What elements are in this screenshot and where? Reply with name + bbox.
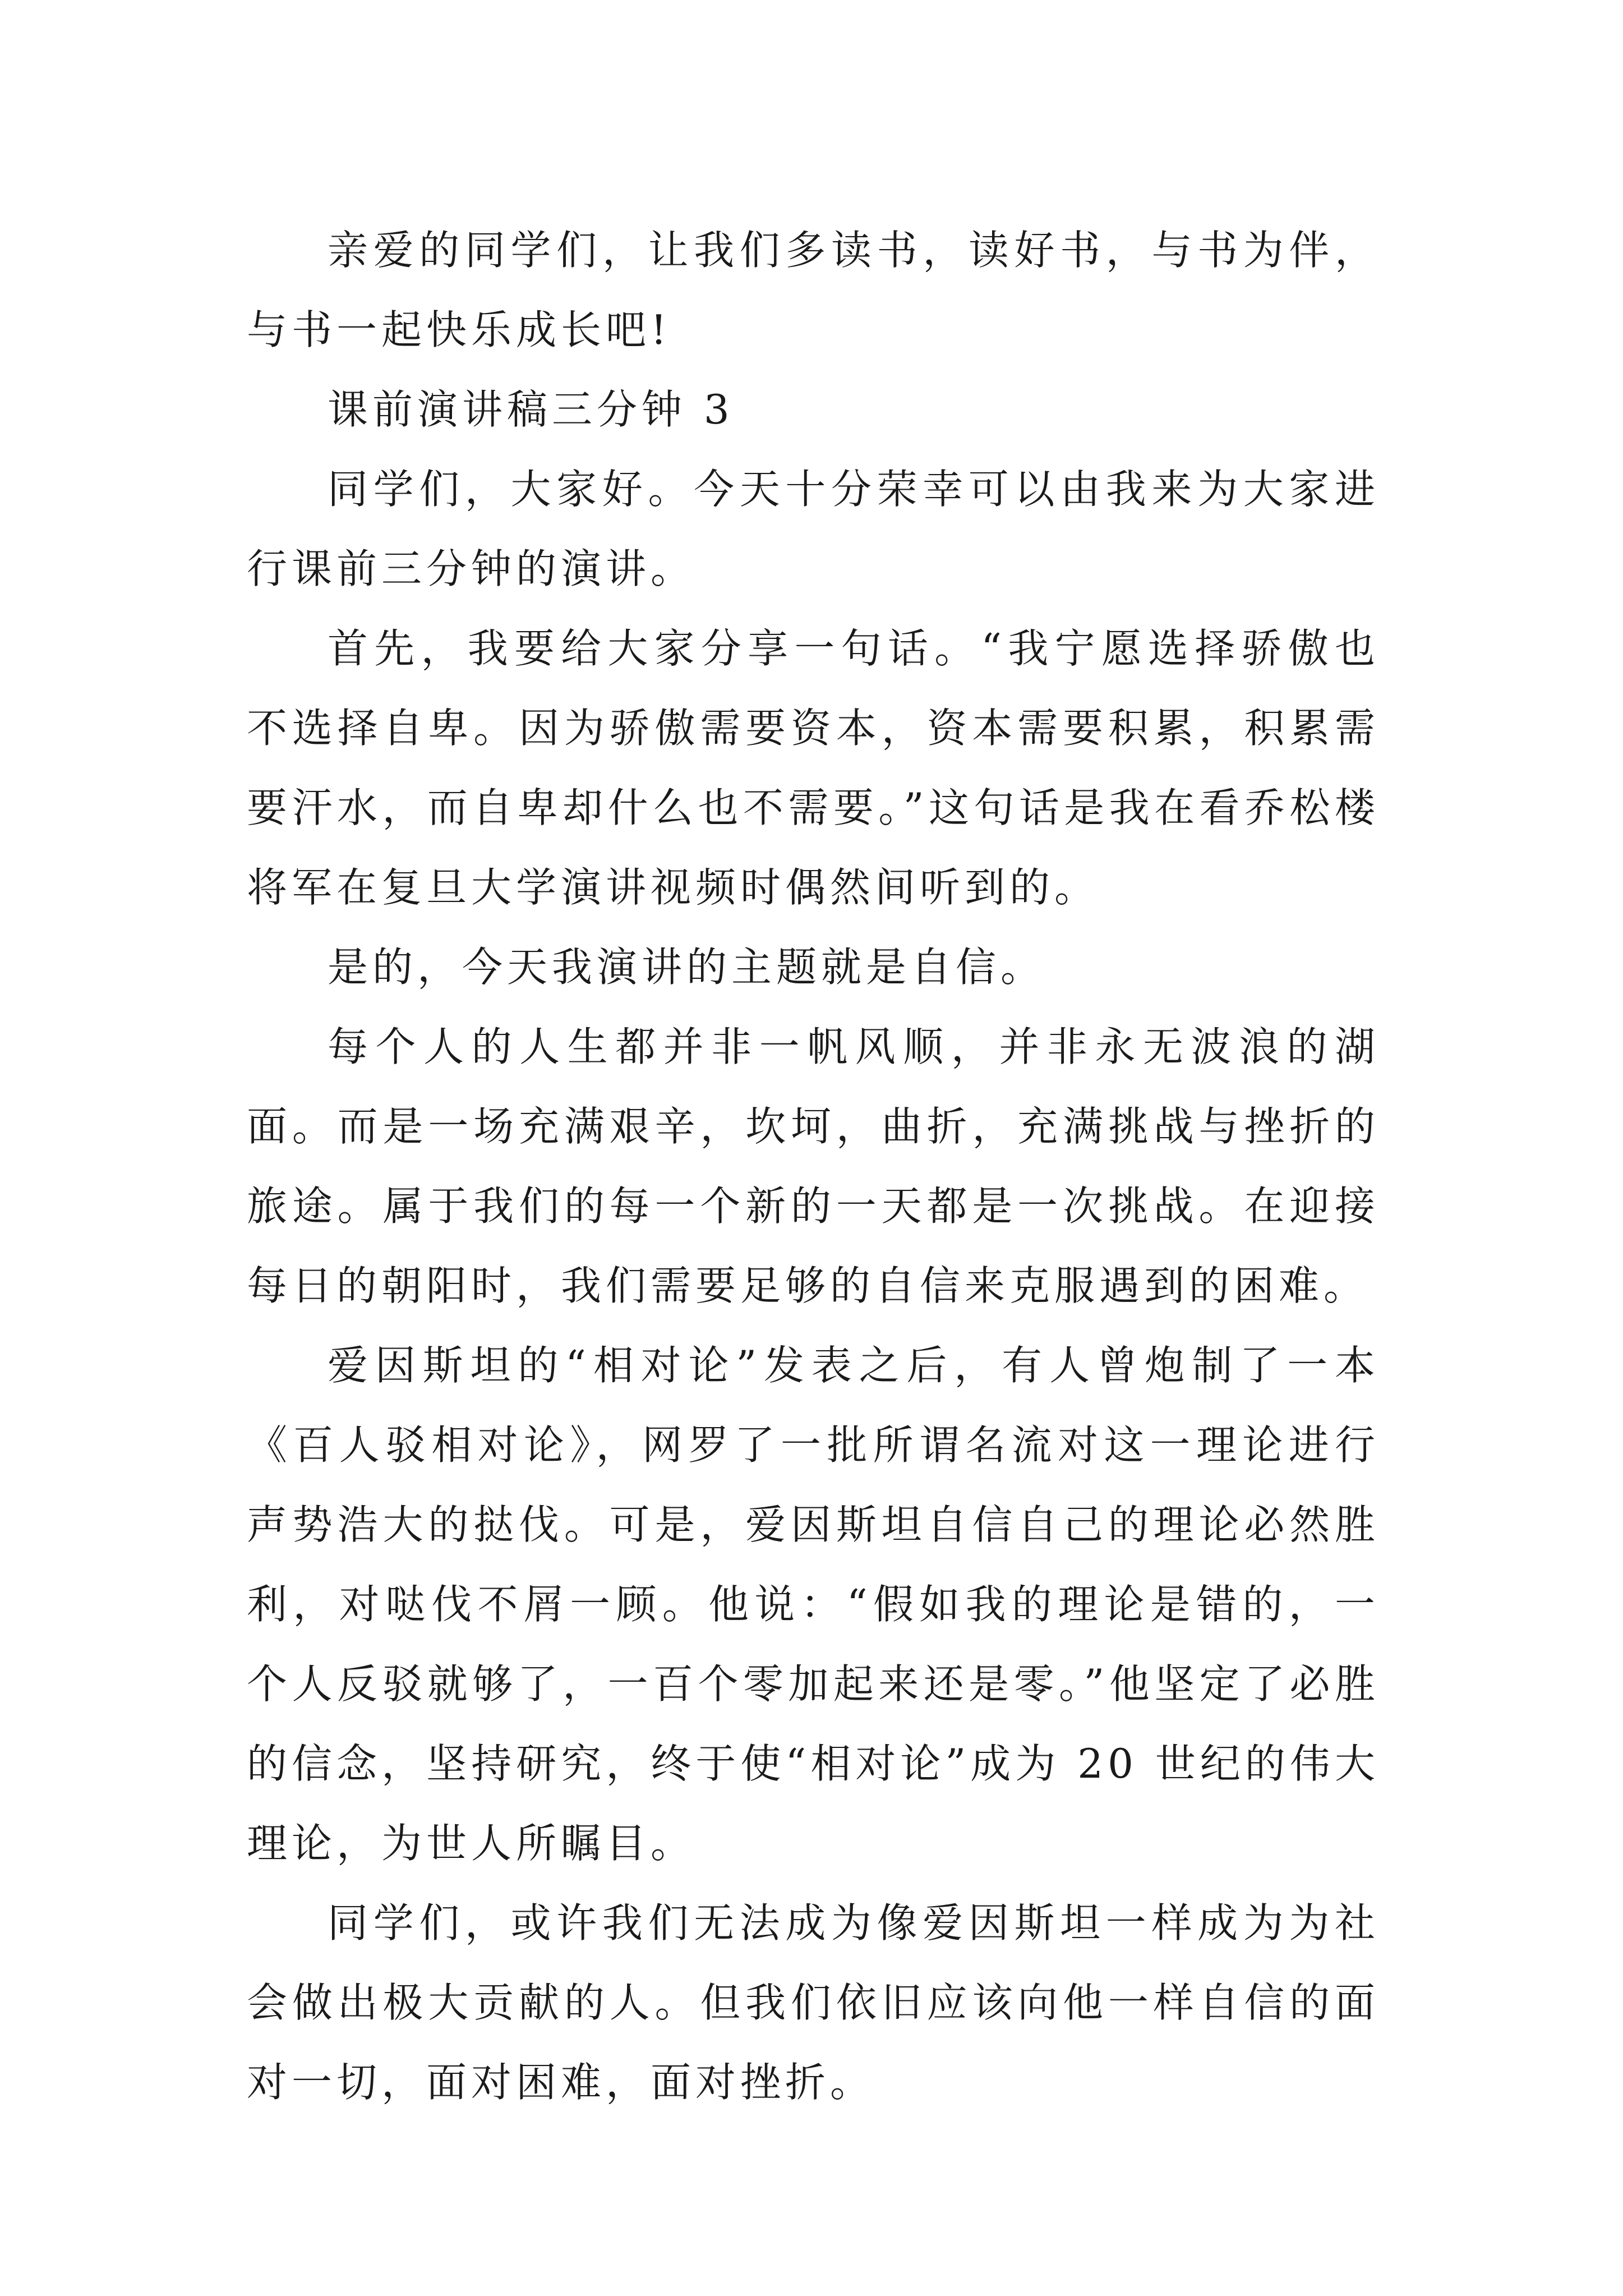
document-body (247, 210, 1380, 2122)
paragraph-4: 是的，今天我演讲的主题就是自信。 (328, 944, 1046, 991)
paragraph-6: 爱因斯坦的“相对论”发表之后，有人曾炮制了一本《百人驳相对论》，网罗了一批所谓名流对这一理论进行声势浩大的挞伐。可是，爱因斯坦自信自己的理论必然胜利，对哒伐不屑一顾。他说：“假如我的理论是错的，一个人反驳就够了，一百个零加起来还是零。”他坚定了必胜的信念，坚持研究，终于使“相对论”成为 20 世纪的伟大理论，为世人所瞩目。 (247, 1342, 1380, 1867)
section-heading: 课前演讲稿三分钟 3 (328, 386, 734, 433)
paragraph-3: 首先，我要给大家分享一句话。“我宁愿选择骄傲也不选择自卑。因为骄傲需要资本，资本需要积累，积累需要汗水，而自卑却什么也不需要。”这句话是我在看乔松楼将军在复旦大学演讲视频时偶然间听到的。 (247, 625, 1380, 911)
paragraph-5: 每个人的人生都并非一帆风顺，并非永无波浪的湖面。而是一场充满艰辛，坎坷，曲折，充满挑战与挫折的旅途。属于我们的每一个新的一天都是一次挑战。在迎接每日的朝阳时，我们需要足够的自信来克服遇到的困难。 (247, 1023, 1380, 1309)
paragraph-7: 同学们，或许我们无法成为像爱因斯坦一样成为为社会做出极大贡献的人。但我们依旧应该向他一样自信的面对一切，面对困难，面对挫折。 (247, 1899, 1380, 2106)
paragraph-1: 亲爱的同学们，让我们多读书，读好书，与书为伴，与书一起快乐成长吧! (247, 227, 1380, 353)
paragraph-2: 同学们，大家好。今天十分荣幸可以由我来为大家进行课前三分钟的演讲。 (247, 466, 1380, 592)
